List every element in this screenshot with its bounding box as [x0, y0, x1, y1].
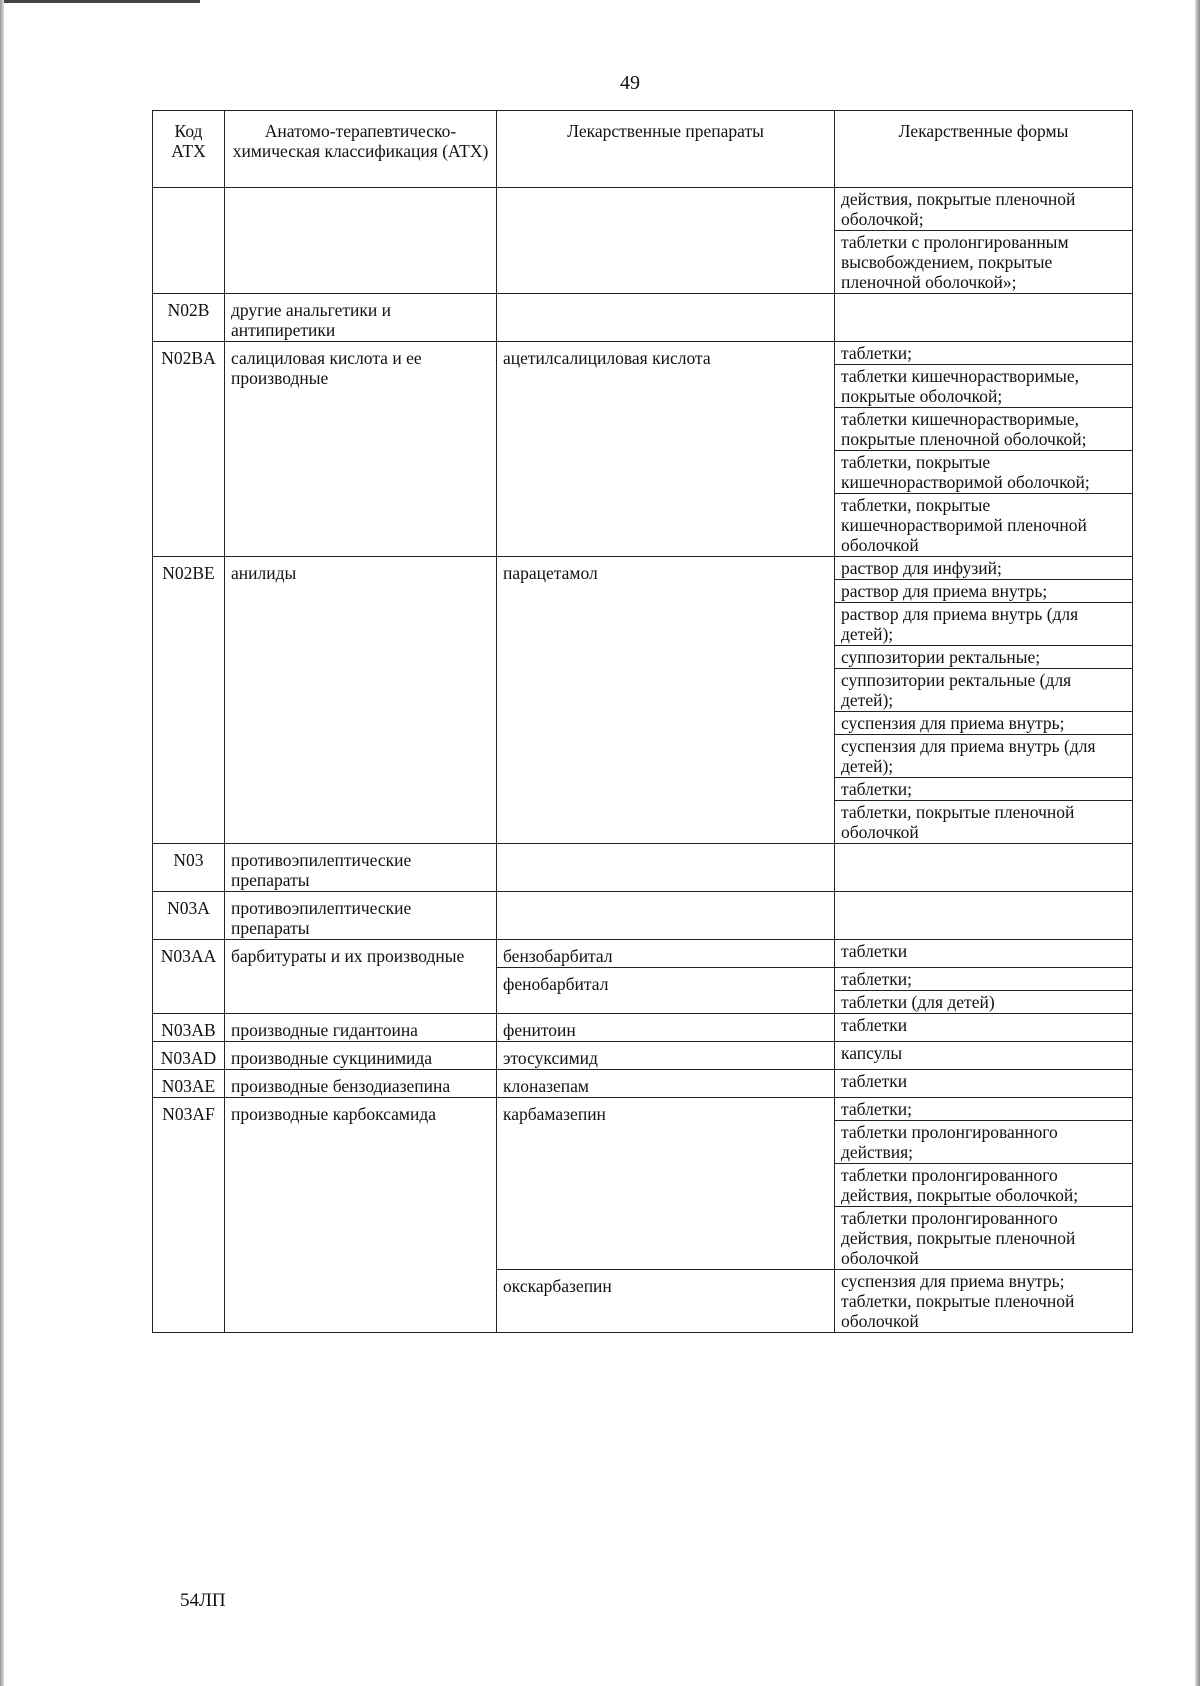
atc-code-cell: N02BE [153, 557, 225, 844]
atc-classification-cell: противоэпилептические препараты [225, 892, 497, 940]
header-classification: Анатомо-терапевтическо-химическая классификация (АТХ) [225, 111, 497, 188]
form-item: раствор для приема внутрь (для детей); [835, 603, 1132, 646]
form-item: суспензия для приема внутрь (для детей); [835, 735, 1132, 778]
dosage-forms-cell [835, 1070, 1133, 1098]
atc-code-cell: N03A [153, 892, 225, 940]
table-row [153, 294, 1133, 342]
dosage-forms-cell [835, 557, 1133, 844]
form-item: таблетки [841, 1015, 908, 1035]
form-item: таблетки, покрытые кишечнорастворимой оболочкой; [835, 451, 1132, 494]
drug-name-cell: фенитоин [497, 1014, 835, 1042]
atc-code-cell: N02BA [153, 342, 225, 557]
atc-code-cell: N03AE [153, 1070, 225, 1098]
atc-classification-cell: производные карбоксамида [225, 1098, 497, 1333]
drug-name-cell: бензобарбитал [497, 940, 835, 968]
continuation-name-cell [225, 188, 497, 294]
form-item: таблетки пролонгированного действия, покрытые пленочной оболочкой [841, 1208, 1076, 1268]
form-item: таблетки с пролонгированным высвобождением, покрытые пленочной оболочкой»; [841, 232, 1069, 292]
form-item: таблетки (для детей) [841, 992, 995, 1012]
table-row [153, 844, 1133, 892]
table-row [153, 1042, 1133, 1070]
form-item: таблетки кишечнорастворимые, покрытые пленочной оболочкой; [835, 408, 1132, 451]
form-item: таблетки; [835, 968, 1132, 991]
atc-classification-cell: противоэпилептические препараты [225, 844, 497, 892]
form-item: таблетки; [835, 1098, 1132, 1121]
scan-edge-right [1195, 0, 1200, 1686]
form-item: таблетки пролонгированного действия, покрытые оболочкой; [835, 1164, 1132, 1207]
table-row [153, 557, 1133, 844]
form-item: суспензия для приема внутрь; [835, 712, 1132, 735]
form-item: таблетки, покрытые пленочной оболочкой [841, 802, 1075, 842]
form-item: капсулы [841, 1043, 903, 1063]
atc-classification-cell: производные гидантоина [225, 1014, 497, 1042]
dosage-forms-cell [835, 968, 1133, 1014]
atc-code-cell: N03 [153, 844, 225, 892]
drug-name-cell: окскарбазепин [497, 1270, 835, 1333]
drug-name-cell: фенобарбитал [497, 968, 835, 1014]
atc-code-cell: N02B [153, 294, 225, 342]
form-item: суппозитории ректальные (для детей); [835, 669, 1132, 712]
table-row [153, 1014, 1133, 1042]
continuation-drug-cell [497, 188, 835, 294]
table-row [153, 940, 1133, 968]
dosage-forms-cell [835, 1042, 1133, 1070]
atc-classification-cell: барбитураты и их производные [225, 940, 497, 1014]
drug-name-cell: карбамазепин [497, 1098, 835, 1270]
atc-code-cell: N03AB [153, 1014, 225, 1042]
atc-code-cell: N03AD [153, 1042, 225, 1070]
drug-name-cell [497, 844, 835, 892]
atc-code-cell: N03AF [153, 1098, 225, 1333]
form-item: раствор для инфузий; [835, 557, 1132, 580]
atc-classification-cell: другие анальгетики и антипиретики [225, 294, 497, 342]
form-item: суппозитории ректальные; [835, 646, 1132, 669]
drug-name-cell: этосуксимид [497, 1042, 835, 1070]
atc-code-cell: N03AA [153, 940, 225, 1014]
scan-edge-left [0, 0, 4, 1686]
form-item: действия, покрытые пленочной оболочкой; [835, 188, 1132, 231]
dosage-forms-cell [835, 892, 1133, 940]
table-header-row [153, 111, 1133, 188]
form-item: таблетки пролонгированного действия; [835, 1121, 1132, 1164]
drug-classification-table [152, 110, 1133, 1333]
atc-classification-cell: производные бензодиазепина [225, 1070, 497, 1098]
form-item: таблетки; [835, 342, 1132, 365]
form-item: таблетки [841, 1071, 908, 1091]
drug-name-cell: парацетамол [497, 557, 835, 844]
atc-classification-cell: салициловая кислота и ее производные [225, 342, 497, 557]
table-row [153, 1098, 1133, 1270]
header-forms: Лекарственные формы [835, 111, 1133, 188]
dosage-forms-cell [835, 1098, 1133, 1270]
table-row [153, 342, 1133, 557]
footer-document-code: 54ЛП [180, 1590, 226, 1611]
dosage-forms-cell [835, 844, 1133, 892]
drug-name-cell [497, 294, 835, 342]
continuation-forms-cell [835, 188, 1133, 294]
atc-classification-cell: производные сукцинимида [225, 1042, 497, 1070]
form-item: таблетки кишечнорастворимые, покрытые оболочкой; [835, 365, 1132, 408]
dosage-forms-cell [835, 1270, 1133, 1333]
dosage-forms-cell [835, 294, 1133, 342]
dosage-forms-cell [835, 1014, 1133, 1042]
drug-name-cell: клоназепам [497, 1070, 835, 1098]
table-row [153, 1070, 1133, 1098]
header-code: Код АТХ [153, 111, 225, 188]
table-row [153, 892, 1133, 940]
form-item: таблетки, покрытые кишечнорастворимой пленочной оболочкой [841, 495, 1087, 555]
continuation-row [153, 188, 1133, 294]
table-body [153, 188, 1133, 1333]
continuation-code-cell [153, 188, 225, 294]
atc-classification-cell: анилиды [225, 557, 497, 844]
page-number: 49 [620, 72, 640, 94]
drug-name-cell [497, 892, 835, 940]
scan-artifact-line [0, 0, 200, 3]
form-item: таблетки [841, 941, 908, 961]
dosage-forms-cell [835, 940, 1133, 968]
header-drugs: Лекарственные препараты [497, 111, 835, 188]
form-item: суспензия для приема внутрь; таблетки, покрытые пленочной оболочкой [841, 1271, 1075, 1331]
form-item: раствор для приема внутрь; [835, 580, 1132, 603]
form-item: таблетки; [835, 778, 1132, 801]
dosage-forms-cell [835, 342, 1133, 557]
drug-name-cell: ацетилсалициловая кислота [497, 342, 835, 557]
